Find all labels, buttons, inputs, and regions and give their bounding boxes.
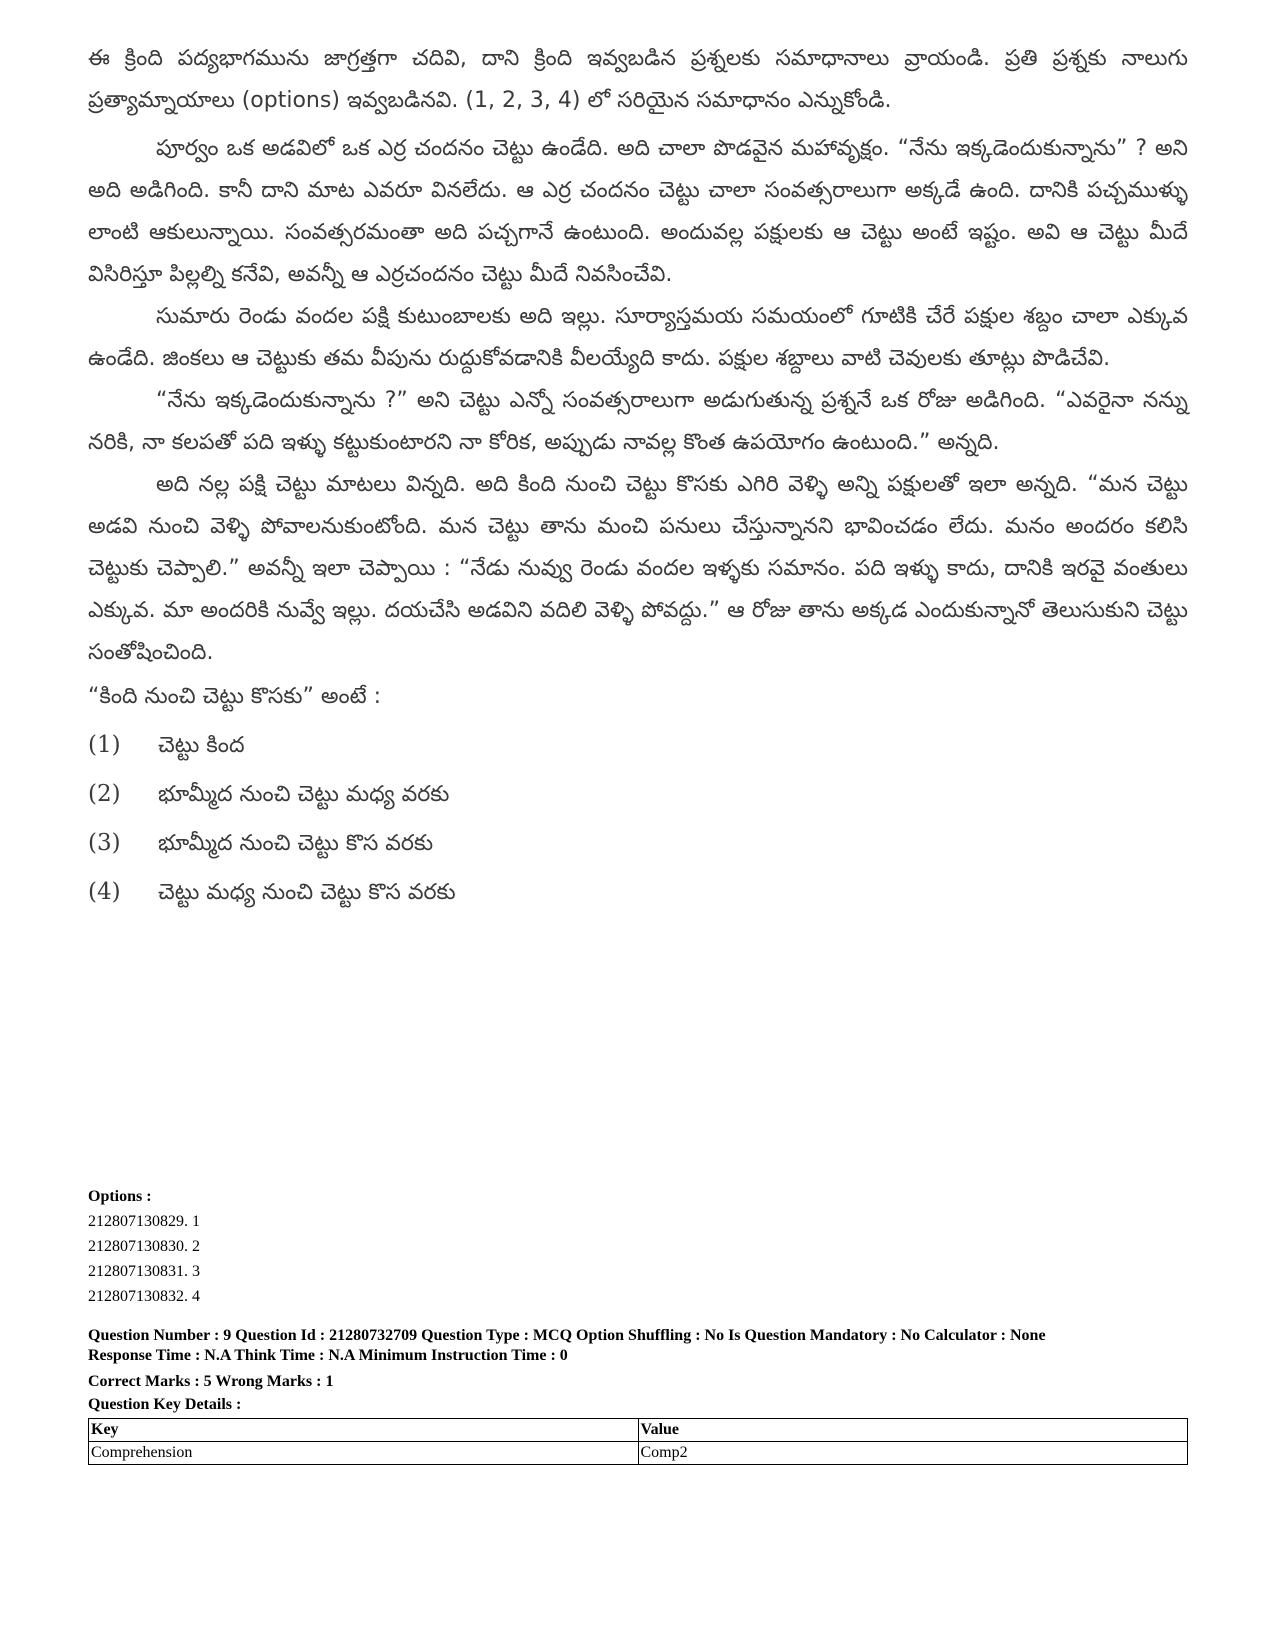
passage-paragraph: అది నల్ల పక్షి చెట్టు మాటలు విన్నది. అది కింది నుంచి చెట్టు కొసకు ఎగిరి వెళ్ళి అన్ని పక్షులతో ఇలా అన్నది. “మన చెట్టు అడవి నుంచి వెళ్ళి పోవాలనుకుంటోంది. మన చెట్టు తాను మంచి పనులు చేస్తున్నానని భావించడం లేదు. మనం అందరం కలిసి చెట్టుకు చెప్పాలి.” అవన్నీ ఇలా చెప్పాయి : “నేడు నువ్వు రెండు వందల ఇళ్ళకు సమానం. పది ఇళ్ళు కాదు, దానికి ఇరవై వంతులు ఎక్కువ. మా అందరికి నువ్వే ఇల్లు. దయచేసి అడవిని వదిలి వెళ్ళి పోవద్దు.” ఆ రోజు తాను అక్కడ ఎందుకున్నానో తెలుసుకుని చెట్టు సంతోషించింది. [88, 472, 1188, 665]
choice-item [88, 871, 1188, 920]
choice-text: చెట్టు మధ్య నుంచి చెట్టు కొస వరకు [158, 880, 456, 905]
question-info-line1: Question Number : 9 Question Id : 21280732709 Question Type : MCQ Option Shuffling : No Is Question Mandatory : No Calculator : None [88, 1327, 1046, 1344]
option-id: 212807130829. 1 [88, 1213, 200, 1230]
question-info [88, 1326, 1198, 1366]
passage-instructions: ఈ క్రింది పద్యభాగమును జాగ్రత్తగా చదివి, దాని క్రింది ఇవ్వబడిన ప్రశ్నలకు సమాధానాలు వ్రాయండి. ప్రతి ప్రశ్నకు నాలుగు ప్రత్యామ్నాయాలు (options) ఇవ్వబడినవి. (1, 2, 3, 4) లో సరియైన సమాధానం ఎన్నుకోండి. [88, 46, 1188, 113]
table-cell: Comprehension [89, 1442, 639, 1465]
marks-line: Correct Marks : 5 Wrong Marks : 1 [88, 1373, 334, 1390]
table-header-cell: Key [89, 1419, 639, 1442]
table-row [89, 1442, 1188, 1465]
passage-paragraph: పూర్వం ఒక అడవిలో ఒక ఎర్ర చందనం చెట్టు ఉండేది. అది చాలా పొడవైన మహావృక్షం. “నేను ఇక్కడెందుకున్నాను” ? అని అది అడిగింది. కానీ దాని మాట ఎవరూ వినలేదు. ఆ ఎర్ర చందనం చెట్టు చాలా సంవత్సరాలుగా అక్కడే ఉంది. దానికి పచ్చముళ్ళు లాంటి ఆకులున్నాయి. సంవత్సరమంతా అది పచ్చగానే ఉంటుంది. అందువల్ల పక్షులకు ఆ చెట్టు అంటే ఇష్టం. అవి ఆ చెట్టు మీదే విసిరిస్తూ పిల్లల్ని కనేవి, అవన్నీ ఆ ఎర్రచందనం చెట్టు మీదే నివసించేవి. [88, 136, 1188, 287]
passage-block [88, 38, 1188, 920]
options-heading: Options : [88, 1188, 152, 1205]
question-stem: “కింది నుంచి చెట్టు కొసకు” అంటే : [88, 684, 381, 709]
choice-text: చెట్టు కింద [158, 733, 245, 758]
key-details-heading: Question Key Details : [88, 1396, 242, 1413]
option-id: 212807130830. 2 [88, 1238, 200, 1255]
table-header-cell: Value [638, 1419, 1188, 1442]
key-details-table [88, 1418, 1188, 1465]
choice-item [88, 822, 1188, 871]
choice-text: భూమ్మీద నుంచి చెట్టు కొస వరకు [158, 831, 434, 856]
table-header-row [89, 1419, 1188, 1442]
choice-item [88, 773, 1188, 822]
table-cell: Comp2 [638, 1442, 1188, 1465]
choice-item [88, 724, 1188, 773]
option-id: 212807130831. 3 [88, 1263, 200, 1280]
choice-number: (2) [88, 781, 121, 807]
choice-text: భూమ్మీద నుంచి చెట్టు మధ్య వరకు [158, 782, 450, 807]
choice-number: (1) [88, 732, 121, 758]
question-info-line2: Response Time : N.A Think Time : N.A Minimum Instruction Time : 0 [88, 1347, 568, 1364]
choice-number: (4) [88, 879, 121, 905]
passage-paragraph: సుమారు రెండు వందల పక్షి కుటుంబాలకు అది ఇల్లు. సూర్యాస్తమయ సమయంలో గూటికి చేరే పక్షుల శబ్దం చాలా ఎక్కువ ఉండేది. జింకలు ఆ చెట్టుకు తమ వీపును రుద్దుకోవడానికి వీలయ్యేది కాదు. పక్షుల శబ్దాలు వాటి చెవులకు తూట్లు పొడిచేవి. [88, 304, 1188, 371]
passage-paragraph: “నేను ఇక్కడెందుకున్నాను ?” అని చెట్టు ఎన్నో సంవత్సరాలుగా అడుగుతున్న ప్రశ్ననే ఒక రోజు అడిగింది. “ఎవరైనా నన్ను నరికి, నా కలపతో పది ఇళ్ళు కట్టుకుంటారని నా కోరిక, అప్పుడు నావల్ల కొంత ఉపయోగం ఉంటుంది.” అన్నది. [88, 388, 1188, 455]
option-id: 212807130832. 4 [88, 1288, 200, 1305]
options-list [88, 1184, 1198, 1309]
choice-number: (3) [88, 830, 121, 856]
